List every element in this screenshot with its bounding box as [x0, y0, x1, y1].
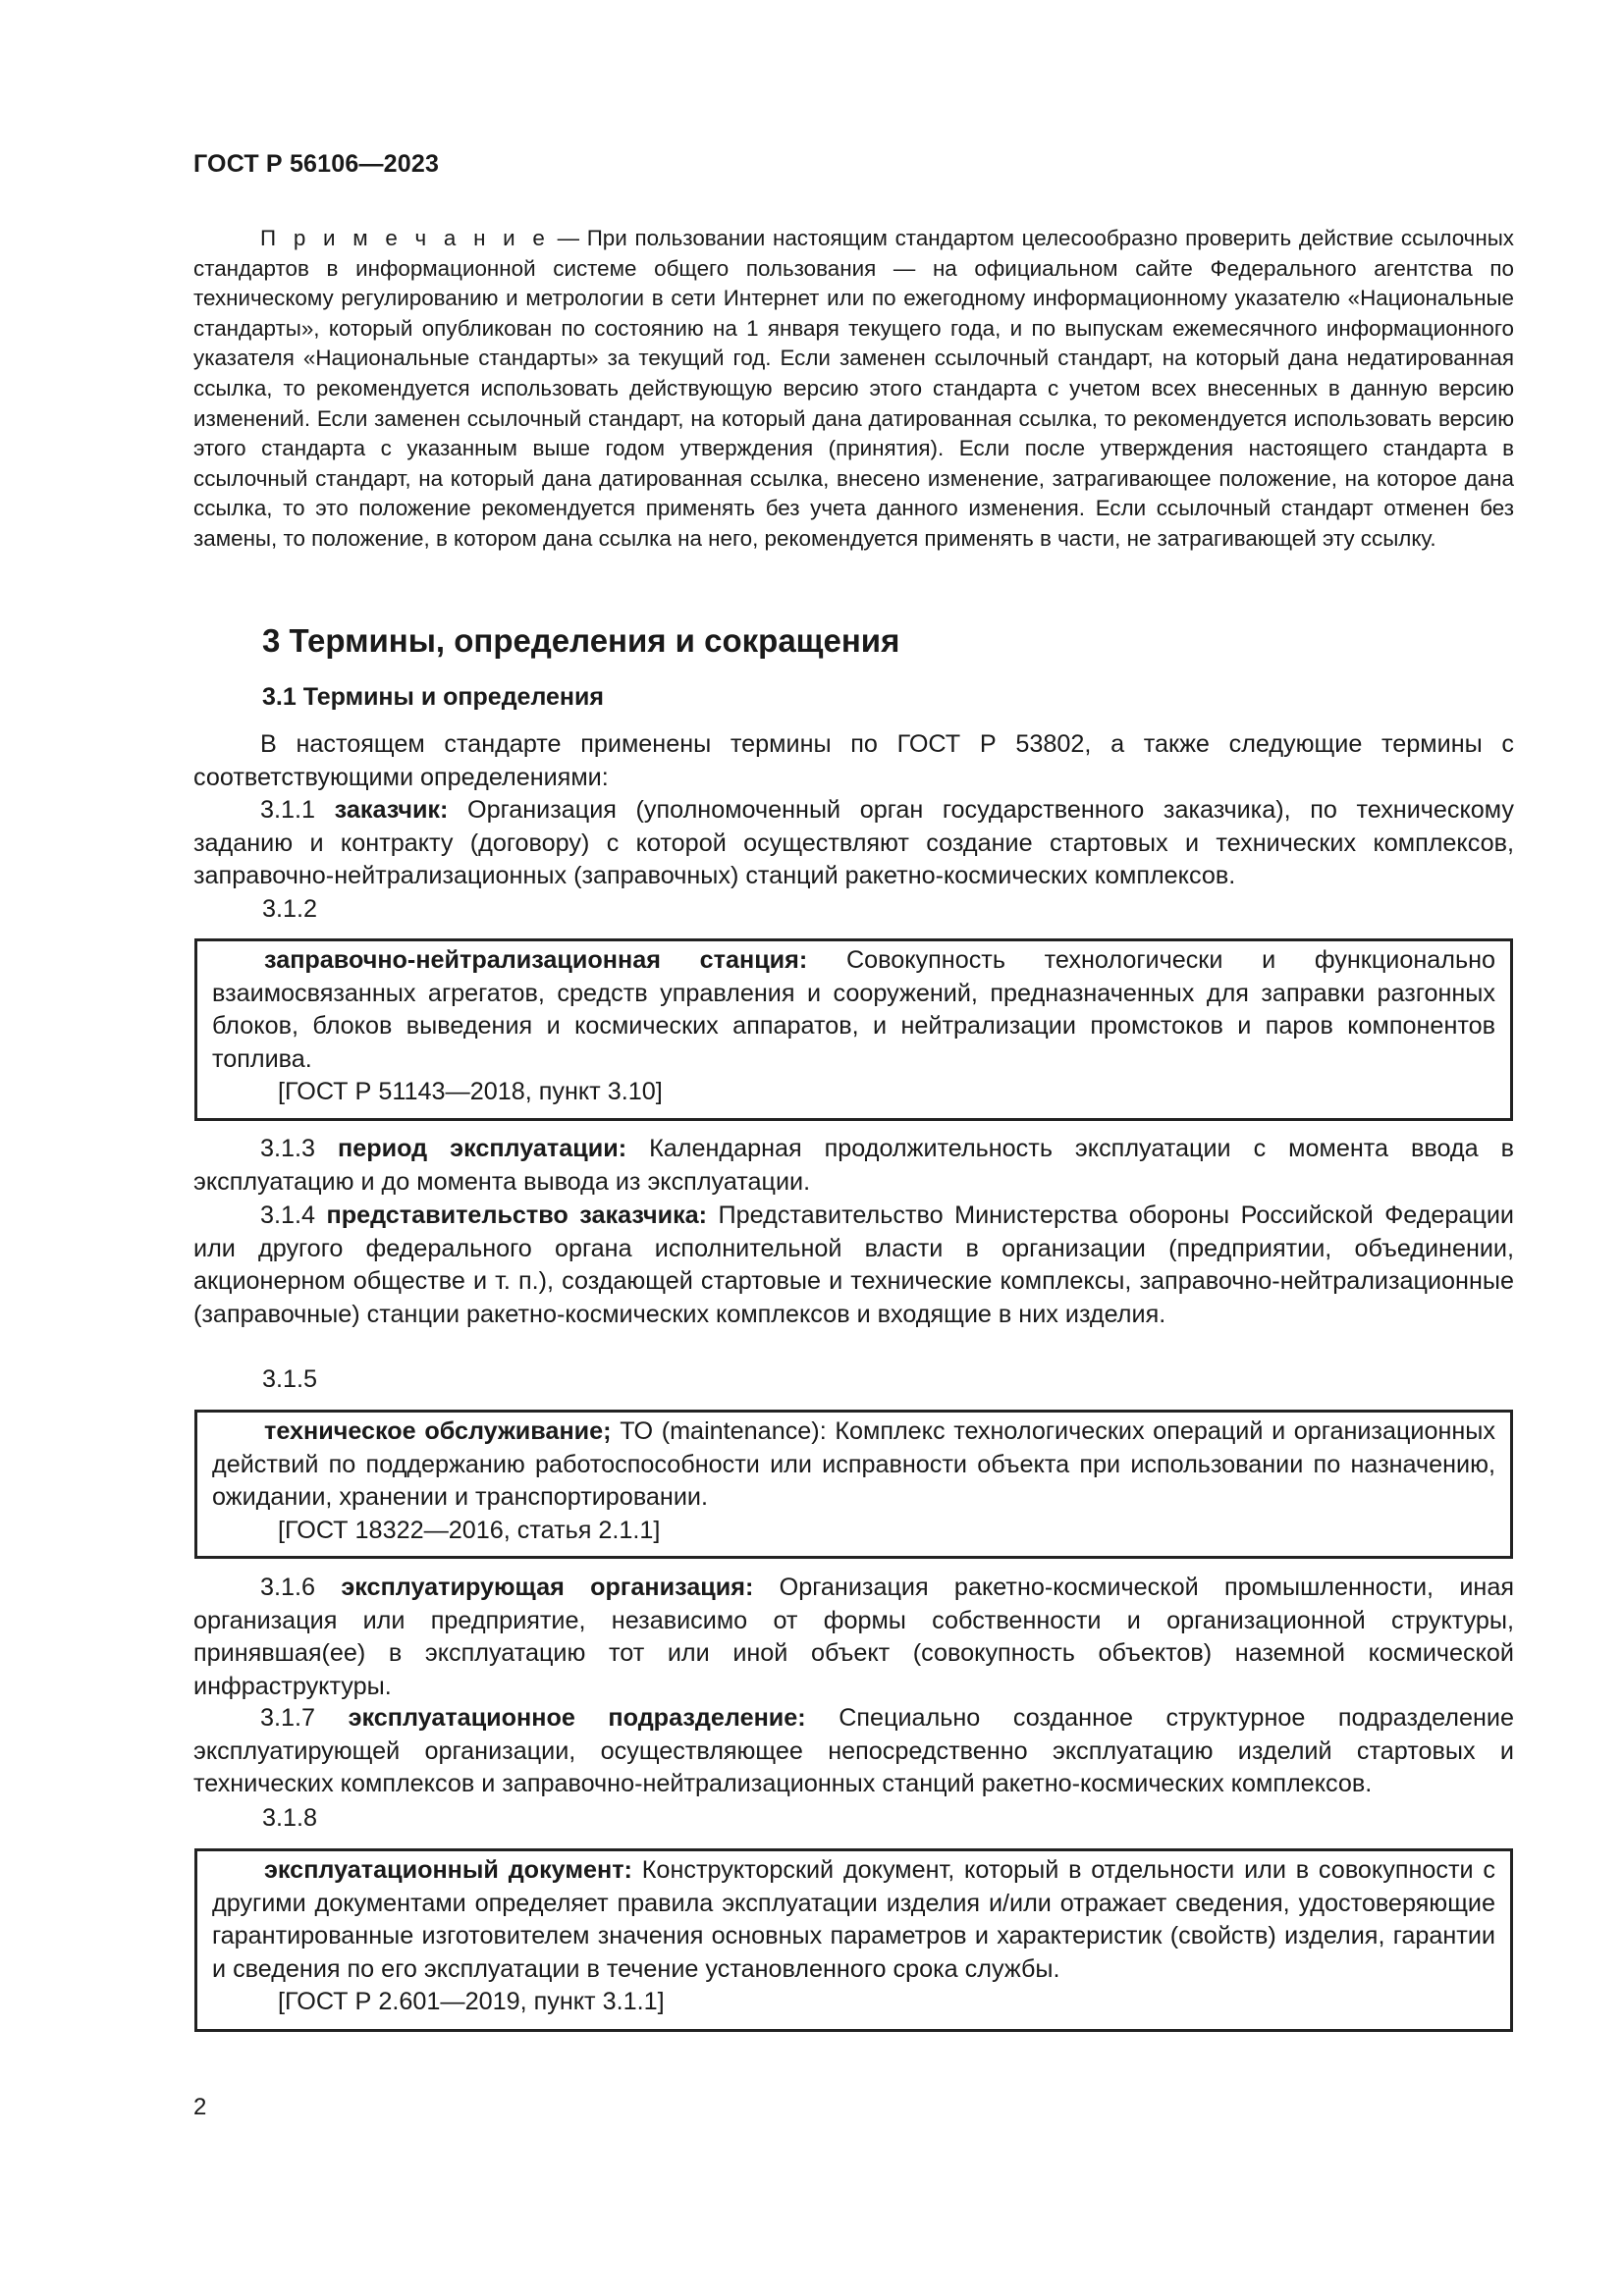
term-name: эксплуатационный документ:	[264, 1856, 632, 1884]
section-intro-text: В настоящем стандарте применены термины по ГОСТ Р 53802, а также следующие термины с соответствующими определениями:	[193, 730, 1514, 791]
term-number: 3.1.3	[260, 1135, 316, 1162]
term-definition: Совокупность технологически и функционально взаимосвязанных агрегатов, средств управления и сооружений, предназначенных для заправки разгонных блоков, блоков выведения и космических аппаратов, и нейтрализации промстоков и паров компонентов топлива.	[212, 946, 1495, 1073]
term-number-3-1-2: 3.1.2	[262, 895, 318, 923]
term-definition: Организация ракетно-космической промышленности, иная организация или предприятие, независимо от формы собственности и организационной структуры, принявшая(ее) в эксплуатацию тот или иной объект (совокупность объектов) наземной космической инфраструктуры.	[193, 1574, 1514, 1700]
subsection-title: 3.1 Термины и определения	[262, 683, 604, 711]
note-text: — При пользовании настоящим стандартом целесообразно проверить действие ссылочных стандартов в информационной системе общего пользования — на официальном сайте Федерального агентства по техническому регулированию и метрологии в сети Интернет или по ежегодному информационному указателю «Национальные стандарты», который опубликован по состоянию на 1 января текущего года, и по выпускам ежемесячного информационного указателя «Национальные стандарты» за текущий год. Если заменен ссылочный стандарт, на который дана недатированная ссылка, то рекомендуется использовать действующую версию этого стандарта с учетом всех внесенных в данную версию изменений. Если заменен ссылочный стандарт, на который дана датированная ссылка, то рекомендуется использовать версию этого стандарта с указанным выше годом утверждения (принятия). Если после утверждения настоящего стандарта в ссылочный стандарт, на который дана датированная ссылка, внесено изменение, затрагивающее положение, на которое дана ссылка, то это положение рекомендуется применять без учета данного изменения. Если ссылочный стандарт отменен без замены, то положение, в котором дана ссылка на него, рекомендуется применять в части, не затрагивающей эту ссылку.	[193, 226, 1514, 551]
term-3-1-7	[193, 1702, 1514, 1801]
term-name: заправочно-нейтрализационная станция:	[264, 946, 808, 974]
term-box-3-1-5	[194, 1410, 1513, 1559]
term-3-1-4	[193, 1200, 1514, 1331]
term-name: представительство заказчика:	[326, 1201, 708, 1229]
section-intro	[193, 728, 1514, 794]
term-definition: ТО (maintenance): Комплекс технологических операций и организационных действий по поддержанию работоспособности или исправности объекта при использовании по назначению, ожидании, хранении и транспортировании.	[212, 1417, 1496, 1511]
term-definition: Календарная продолжительность эксплуатации с момента ввода в эксплуатацию и до момента вывода из эксплуатации.	[193, 1135, 1515, 1196]
term-source-reference: [ГОСТ 18322—2016, статья 2.1.1]	[278, 1516, 661, 1544]
term-name: эксплуатационное подразделение:	[348, 1704, 806, 1732]
term-name: техническое обслуживание;	[264, 1417, 612, 1445]
term-number: 3.1.6	[260, 1574, 316, 1601]
term-source-reference: [ГОСТ Р 51143—2018, пункт 3.10]	[278, 1078, 663, 1105]
term-3-1-1	[193, 794, 1514, 893]
section-title: 3 Термины, определения и сокращения	[262, 622, 900, 659]
term-3-1-5	[212, 1415, 1495, 1515]
term-3-1-8	[212, 1854, 1495, 1986]
term-3-1-6	[193, 1572, 1514, 1703]
term-name: заказчик:	[334, 796, 449, 824]
term-definition: Конструкторский документ, который в отдельности или в совокупности с другими документами определяет правила эксплуатации изделия и/или отражает сведения, удостоверяющие гарантированные изготовителем значения основных параметров и характеристик (свойств) изделия, гарантии и сведения по его эксплуатации в течение установленного срока службы.	[212, 1856, 1495, 1983]
term-number: 3.1.1	[260, 796, 316, 824]
term-3-1-3	[193, 1133, 1514, 1199]
term-name: эксплуатирующая организация:	[341, 1574, 754, 1601]
term-definition: Организация (уполномоченный орган государственного заказчика), по техническому заданию и контракту (договору) с которой осуществляют создание стартовых и технических комплексов, заправочно-нейтрализационных (заправочных) станций ракетно-космических комплексов.	[193, 796, 1514, 889]
note-paragraph	[193, 224, 1514, 555]
term-source-reference: [ГОСТ Р 2.601—2019, пункт 3.1.1]	[278, 1988, 665, 2015]
term-number: 3.1.4	[260, 1201, 316, 1229]
standard-code-header: ГОСТ Р 56106—2023	[193, 150, 440, 178]
term-number: 3.1.7	[260, 1704, 316, 1732]
term-3-1-2	[212, 944, 1495, 1076]
term-definition: Специально созданное структурное подразделение эксплуатирующей организации, осуществляющее непосредственно эксплуатацию изделий стартовых и технических комплексов и заправочно-нейтрализационных станций ракетно-космических комплексов.	[193, 1704, 1515, 1797]
note-label: П р и м е ч а н и е	[260, 226, 550, 250]
term-name: период эксплуатации:	[338, 1135, 627, 1162]
term-number-3-1-5: 3.1.5	[262, 1365, 318, 1393]
term-box-3-1-8	[194, 1848, 1513, 2032]
term-box-3-1-2	[194, 938, 1513, 1121]
term-definition: Представительство Министерства обороны Российской Федерации или другого федерального органа исполнительной власти в организации (предприятии, объединении, акционерном обществе и т. п.), создающей стартовые и технические комплексы, заправочно-нейтрализационные (заправочные) станции ракетно-космических комплексов и входящие в них изделия.	[193, 1201, 1515, 1328]
page-number: 2	[193, 2094, 207, 2120]
term-number-3-1-8: 3.1.8	[262, 1804, 318, 1832]
